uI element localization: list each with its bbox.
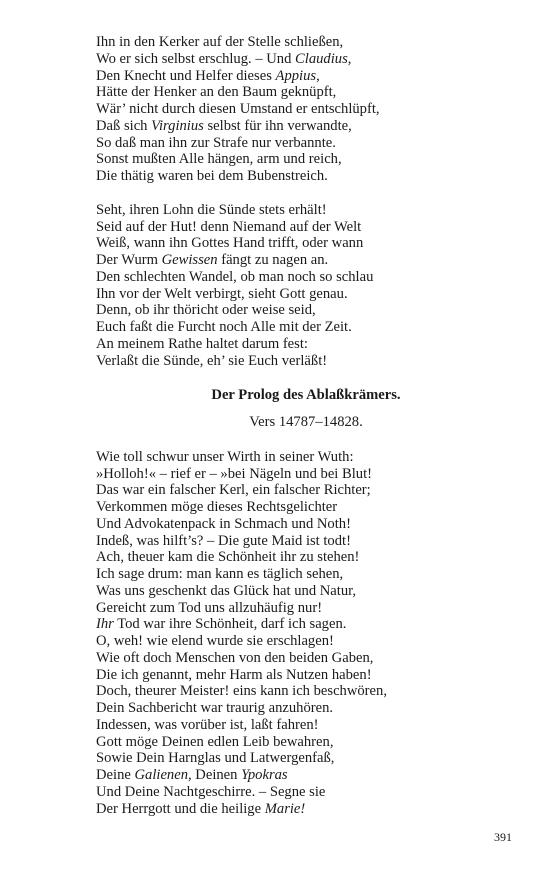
verse-line: Ihr Tod war ihre Schönheit, darf ich sagen. [96,616,347,633]
verse-line: Euch faßt die Furcht noch Alle mit der Zeit. [96,319,352,335]
verse-line: Wo er sich selbst erschlug. – Und Claudius, [96,50,352,67]
page-number: 391 [494,830,512,844]
verse-line: Ich sage drum: man kann es täglich sehen, [96,566,344,582]
section-subtitle: Vers 14787–14828. [249,414,363,430]
verse-line: Daß sich Virginius selbst für ihn verwandte, [96,117,352,134]
verse-line: Den Knecht und Helfer dieses Appius, [96,67,320,84]
verse-line: Ihn vor der Welt verbirgt, sieht Gott genau. [96,285,348,302]
verse-line: Sonst mußten Alle hängen, arm und reich, [96,151,342,168]
verse-line: Wie toll schwur unser Wirth in seiner Wuth: [96,448,354,465]
section-gap [96,431,516,449]
verse-line: Hätte der Henker an den Baum geknüpft, [96,84,337,101]
verse-line: Indessen, was vorüber ist, laßt fahren! [96,716,319,733]
verse-line: Sowie Dein Harnglas und Latwergenfaß, [96,750,335,767]
verse-line: Ach, theuer kam die Schönheit ihr zu stehen! [96,549,360,566]
verse-line: Denn, ob ihr thöricht oder weise seid, [96,302,316,319]
stanza-1 [96,34,516,185]
verse-line: Die ich genannt, mehr Harm als Nutzen haben! [96,666,372,683]
verse-line: An meinem Rathe haltet darum fest: [96,335,308,352]
verse-line: Und Deine Nachtgeschirre. – Segne sie [96,783,326,800]
stanza-gap [96,185,516,202]
stanza-2 [96,202,516,370]
verse-line: Wie oft doch Menschen von den beiden Gaben, [96,649,374,666]
verse-line: Der Herrgott und die heilige Marie! [96,800,306,817]
verse-line: Deine Galienen, Deinen Ypokras [96,767,288,783]
verse-line: Gott möge Deinen edlen Leib bewahren, [96,733,334,750]
verse-line: Die thätig waren bei dem Bubenstreich. [96,168,328,184]
verse-line: »Holloh!« – rief er – »bei Nägeln und bei Blut! [96,465,372,482]
verse-line: Indeß, was hilft’s? – Die gute Maid ist todt! [96,532,351,549]
verse-line: Und Advokatenpack in Schmach und Noth! [96,515,351,532]
verse-line: So daß man ihn zur Strafe nur verbannte. [96,134,336,151]
verse-line: Der Wurm Gewissen fängt zu nagen an. [96,252,329,268]
verse-line: Wär’ nicht durch diesen Umstand er entschlüpft, [96,101,380,117]
verse-line: Verlaßt die Sünde, eh’ sie Euch verläßt! [96,352,328,369]
verse-line: Seid auf der Hut! denn Niemand auf der Welt [96,218,362,235]
section-title: Der Prolog des Ablaßkrämers. [211,387,401,404]
stanza-3 [96,449,516,818]
text-block [96,34,516,817]
verse-line: Seht, ihren Lohn die Sünde stets erhält! [96,201,327,218]
verse-line: Weiß, wann ihn Gottes Hand trifft, oder wann [96,235,364,252]
verse-line: Den schlechten Wandel, ob man noch so schlau [96,268,374,285]
verse-line: O, weh! wie elend wurde sie erschlagen! [96,633,334,649]
verse-line: Was uns geschenkt das Glück hat und Natur, [96,582,357,599]
verse-line: Dein Sachbericht war traurig anzuhören. [96,700,334,716]
verse-line: Das war ein falscher Kerl, ein falscher Richter; [96,482,371,499]
verse-line: Doch, theurer Meister! eins kann ich beschwören, [96,683,387,700]
verse-line: Gereicht zum Tod uns allzuhäufig nur! [96,599,323,616]
verse-line: Ihn in den Kerker auf der Stelle schließen, [96,34,344,50]
verse-line: Verkommen möge dieses Rechtsgelichter [96,499,338,515]
